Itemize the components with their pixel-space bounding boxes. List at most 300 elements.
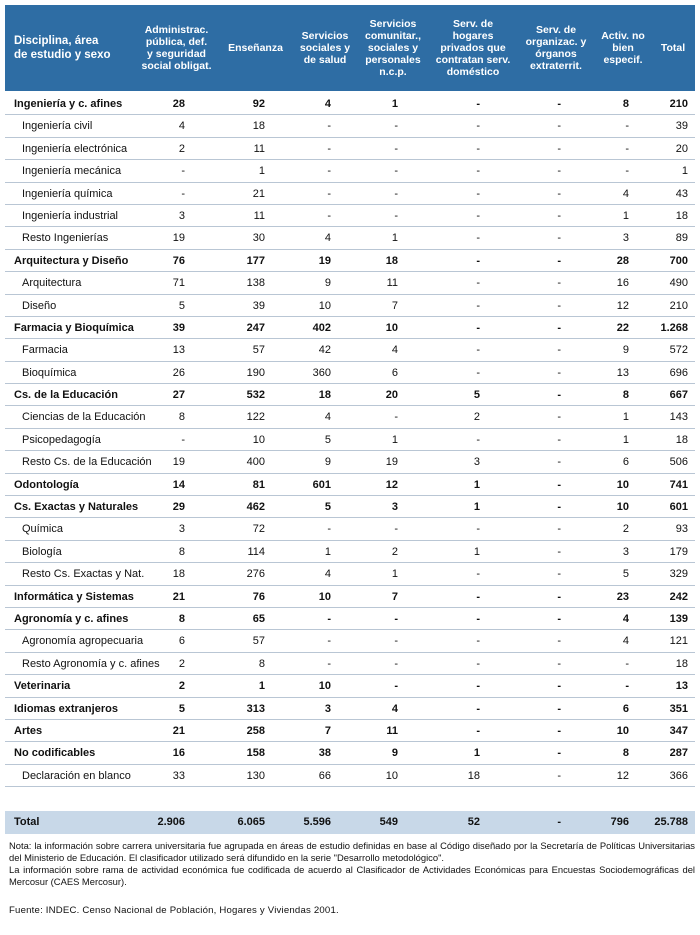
- cell-value: 4: [622, 635, 629, 648]
- cell-value: 39: [675, 120, 688, 133]
- cell-value: 4: [178, 120, 185, 133]
- cell-value: 9: [324, 277, 331, 290]
- row-label: Ingeniería electrónica: [22, 142, 128, 155]
- cell-value: -: [557, 120, 561, 133]
- cell-value: -: [476, 680, 480, 693]
- cell-value: 667: [669, 389, 688, 402]
- table-row: [5, 317, 695, 339]
- cell-value: -: [394, 411, 398, 424]
- cell-value: -: [557, 816, 561, 828]
- cell-value: -: [476, 254, 480, 267]
- cell-value: 601: [312, 478, 331, 491]
- cell-value: -: [557, 299, 561, 312]
- cell-value: 549: [379, 816, 398, 828]
- cell-value: 7: [391, 590, 398, 603]
- cell-value: 190: [246, 366, 265, 379]
- header-servicios-sociales: Servicios sociales y de salud: [299, 30, 351, 66]
- cell-value: 10: [385, 321, 398, 334]
- cell-value: -: [181, 165, 185, 178]
- cell-value: 3: [178, 523, 185, 536]
- note-activity: La información sobre rama de actividad económica fue codificada de acuerdo al Clasificador de Actividades Económicas para Encuestas Sociodemográficas del Mercosur (CAES Mercosur).: [9, 864, 695, 887]
- cell-value: 18: [318, 389, 331, 402]
- cell-value: 13: [172, 344, 185, 357]
- cell-value: -: [625, 142, 629, 155]
- table-row: [5, 406, 695, 428]
- cell-value: 2: [473, 411, 480, 424]
- cell-value: -: [557, 433, 561, 446]
- cell-value: 18: [172, 568, 185, 581]
- cell-value: -: [327, 120, 331, 133]
- cell-value: 4: [324, 232, 331, 245]
- cell-value: -: [327, 209, 331, 222]
- cell-value: 26: [172, 366, 185, 379]
- cell-value: 4: [324, 411, 331, 424]
- table-row: [5, 608, 695, 630]
- cell-value: -: [557, 254, 561, 267]
- cell-value: 2: [178, 142, 185, 155]
- cell-value: 21: [172, 724, 185, 737]
- cell-value: -: [476, 568, 480, 581]
- cell-value: 1: [324, 545, 331, 558]
- cell-value: -: [476, 321, 480, 334]
- row-label: No codificables: [14, 747, 96, 760]
- row-label: Veterinaria: [14, 680, 71, 693]
- cell-value: -: [394, 142, 398, 155]
- cell-value: 10: [616, 724, 629, 737]
- cell-value: 1: [473, 747, 480, 760]
- cell-value: 177: [246, 254, 265, 267]
- cell-value: -: [476, 724, 480, 737]
- cell-value: 10: [385, 769, 398, 782]
- cell-value: -: [394, 165, 398, 178]
- cell-value: 532: [246, 389, 265, 402]
- cell-value: 4: [391, 344, 398, 357]
- row-label: Ciencias de la Educación: [22, 411, 146, 424]
- table-row: [5, 160, 695, 182]
- cell-value: 138: [246, 277, 265, 290]
- cell-value: 29: [172, 501, 185, 514]
- cell-value: 700: [669, 254, 688, 267]
- cell-value: 20: [675, 142, 688, 155]
- cell-value: -: [557, 232, 561, 245]
- cell-value: 72: [252, 523, 265, 536]
- cell-value: 143: [669, 411, 688, 424]
- header-activ: Activ. no bien especif.: [601, 30, 645, 66]
- table-row: [5, 115, 695, 137]
- cell-value: 6: [622, 702, 629, 715]
- cell-value: 490: [669, 277, 688, 290]
- table-row: [5, 675, 695, 697]
- row-label: Resto Agronomía y c. afines: [22, 657, 160, 670]
- cell-value: 18: [675, 433, 688, 446]
- cell-value: 23: [616, 590, 629, 603]
- table-row: [5, 496, 695, 518]
- cell-value: 12: [616, 299, 629, 312]
- row-label: Odontología: [14, 478, 79, 491]
- header-ensenanza: Enseñanza: [228, 42, 283, 54]
- row-label: Arquitectura y Diseño: [14, 254, 129, 267]
- cell-value: 2: [178, 680, 185, 693]
- cell-value: -: [394, 635, 398, 648]
- cell-value: -: [327, 523, 331, 536]
- cell-value: 28: [616, 254, 629, 267]
- row-label: Psicopedagogía: [22, 433, 101, 446]
- cell-value: 42: [318, 344, 331, 357]
- header-total: Total: [660, 42, 686, 54]
- cell-value: -: [557, 277, 561, 290]
- cell-value: 158: [246, 747, 265, 760]
- cell-value: -: [327, 187, 331, 200]
- cell-value: -: [557, 747, 561, 760]
- cell-value: 13: [675, 680, 688, 693]
- cell-value: 11: [253, 142, 265, 155]
- cell-value: 3: [473, 456, 480, 469]
- cell-value: 25.788: [654, 816, 688, 828]
- cell-value: 9: [324, 456, 331, 469]
- cell-value: 18: [467, 769, 480, 782]
- cell-value: 313: [246, 702, 265, 715]
- row-label: Declaración en blanco: [22, 769, 131, 782]
- cell-value: 9: [391, 747, 398, 760]
- cell-value: 741: [669, 478, 688, 491]
- note-classification: Nota: la información sobre carrera universitaria fue agrupada en áreas de estudio definidas en base al Código diseñado por la Secretaría de Políticas Universitarias del Ministerio de Educación. El clasificador utilizado será difundido en la serie "Desarrollo metodológico".: [9, 840, 695, 863]
- cell-value: 258: [246, 724, 265, 737]
- cell-value: -: [557, 209, 561, 222]
- cell-value: 122: [246, 411, 265, 424]
- cell-value: 3: [622, 232, 629, 245]
- cell-value: -: [557, 165, 561, 178]
- cell-value: 2: [622, 523, 629, 536]
- cell-value: -: [557, 523, 561, 536]
- cell-value: 39: [172, 321, 185, 334]
- cell-value: 76: [172, 254, 185, 267]
- cell-value: 329: [669, 568, 688, 581]
- cell-value: -: [557, 98, 561, 110]
- table-row: [5, 384, 695, 406]
- table-row: [5, 541, 695, 563]
- cell-value: 400: [246, 456, 265, 469]
- cell-value: 1.268: [660, 321, 688, 334]
- cell-value: 1: [391, 98, 398, 110]
- cell-value: 92: [252, 98, 265, 110]
- cell-value: 360: [312, 366, 331, 379]
- cell-value: 12: [385, 478, 398, 491]
- cell-value: 351: [669, 702, 688, 715]
- cell-value: -: [327, 612, 331, 625]
- cell-value: 5: [473, 389, 480, 402]
- row-label: Informática y Sistemas: [14, 590, 134, 603]
- cell-value: 3: [622, 545, 629, 558]
- cell-value: 27: [172, 389, 185, 402]
- cell-value: -: [327, 165, 331, 178]
- cell-value: 696: [669, 366, 688, 379]
- row-label: Farmacia: [22, 344, 68, 357]
- cell-value: 21: [252, 187, 265, 200]
- cell-value: 1: [391, 232, 398, 245]
- cell-value: 11: [386, 277, 398, 290]
- cell-value: 13: [616, 366, 629, 379]
- cell-value: 8: [622, 747, 629, 760]
- cell-value: 57: [252, 635, 265, 648]
- cell-value: 121: [669, 635, 688, 648]
- cell-value: -: [625, 165, 629, 178]
- cell-value: -: [557, 590, 561, 603]
- total-row: [5, 811, 695, 834]
- cell-value: 7: [391, 299, 398, 312]
- cell-value: 65: [252, 612, 265, 625]
- row-label: Cs. Exactas y Naturales: [14, 501, 139, 514]
- table-row: [5, 183, 695, 205]
- cell-value: 8: [622, 98, 629, 110]
- cell-value: 5.596: [303, 816, 331, 828]
- cell-value: 19: [385, 456, 398, 469]
- cell-value: 4: [391, 702, 398, 715]
- cell-value: 71: [172, 277, 185, 290]
- table-row: [5, 250, 695, 272]
- cell-value: -: [557, 612, 561, 625]
- cell-value: -: [476, 657, 480, 670]
- cell-value: 7: [324, 724, 331, 737]
- cell-value: 796: [610, 816, 629, 828]
- cell-value: -: [476, 590, 480, 603]
- cell-value: 66: [318, 769, 331, 782]
- cell-value: -: [476, 165, 480, 178]
- cell-value: 93: [675, 523, 688, 536]
- cell-value: 572: [669, 344, 688, 357]
- table-row: [5, 205, 695, 227]
- total-label: Total: [14, 816, 40, 828]
- cell-value: 28: [172, 98, 185, 110]
- table-row: [5, 765, 695, 787]
- cell-value: 38: [318, 747, 331, 760]
- cell-value: 19: [172, 232, 185, 245]
- cell-value: -: [557, 635, 561, 648]
- cell-value: 18: [252, 120, 265, 133]
- table-row: [5, 451, 695, 473]
- cell-value: 10: [318, 590, 331, 603]
- cell-value: 30: [252, 232, 265, 245]
- row-label: Ingeniería industrial: [22, 209, 119, 222]
- cell-value: -: [394, 680, 398, 693]
- cell-value: 8: [178, 612, 185, 625]
- table-row: [5, 563, 695, 585]
- cell-value: 10: [616, 478, 629, 491]
- cell-value: -: [557, 142, 561, 155]
- cell-value: 6: [391, 366, 398, 379]
- cell-value: 1: [391, 433, 398, 446]
- cell-value: -: [625, 120, 629, 133]
- cell-value: 8: [178, 411, 185, 424]
- cell-value: -: [476, 635, 480, 648]
- cell-value: -: [557, 456, 561, 469]
- cell-value: 19: [318, 254, 331, 267]
- cell-value: 4: [324, 98, 331, 110]
- cell-value: -: [476, 120, 480, 133]
- cell-value: 506: [669, 456, 688, 469]
- row-label: Ingeniería civil: [22, 120, 93, 133]
- cell-value: 8: [178, 545, 185, 558]
- cell-value: 81: [252, 478, 265, 491]
- row-label: Ingeniería química: [22, 187, 113, 200]
- cell-value: 1: [622, 411, 629, 424]
- cell-value: 287: [669, 747, 688, 760]
- cell-value: 462: [246, 501, 265, 514]
- row-label: Ingeniería mecánica: [22, 165, 122, 178]
- row-label: Resto Cs. de la Educación: [22, 456, 152, 469]
- cell-value: -: [557, 568, 561, 581]
- cell-value: -: [557, 321, 561, 334]
- cell-value: 1: [473, 501, 480, 514]
- cell-value: -: [476, 142, 480, 155]
- cell-value: -: [327, 635, 331, 648]
- cell-value: 89: [675, 232, 688, 245]
- row-label: Diseño: [22, 299, 57, 312]
- cell-value: 3: [391, 501, 398, 514]
- cell-value: 5: [324, 433, 331, 446]
- cell-value: 16: [616, 277, 629, 290]
- row-label: Ingeniería y c. afines: [14, 98, 123, 110]
- cell-value: -: [394, 209, 398, 222]
- row-label: Biología: [22, 545, 62, 558]
- cell-value: 1: [391, 568, 398, 581]
- cell-value: -: [394, 187, 398, 200]
- cell-value: 10: [318, 299, 331, 312]
- table-row: [5, 295, 695, 317]
- cell-value: 8: [258, 657, 265, 670]
- table-row: [5, 518, 695, 540]
- cell-value: -: [476, 433, 480, 446]
- cell-value: 22: [616, 321, 629, 334]
- source-line: Fuente: INDEC. Censo Nacional de Población, Hogares y Viviendas 2001.: [9, 905, 339, 916]
- cell-value: 1: [622, 209, 629, 222]
- cell-value: 179: [669, 545, 688, 558]
- cell-value: 2: [178, 657, 185, 670]
- cell-value: 57: [252, 344, 265, 357]
- cell-value: 6.065: [237, 816, 265, 828]
- cell-value: 5: [178, 299, 185, 312]
- cell-value: -: [476, 612, 480, 625]
- row-label: Idiomas extranjeros: [14, 702, 118, 715]
- table-row: [5, 474, 695, 496]
- cell-value: -: [476, 523, 480, 536]
- cell-value: -: [557, 187, 561, 200]
- cell-value: 1: [622, 433, 629, 446]
- cell-value: 2.906: [157, 816, 185, 828]
- cell-value: -: [394, 612, 398, 625]
- cell-value: -: [181, 433, 185, 446]
- table-row: [5, 138, 695, 160]
- cell-value: 9: [622, 344, 629, 357]
- cell-value: -: [557, 769, 561, 782]
- cell-value: 210: [669, 299, 688, 312]
- cell-value: 11: [253, 209, 265, 222]
- cell-value: 5: [622, 568, 629, 581]
- cell-value: 6: [622, 456, 629, 469]
- row-label: Resto Cs. Exactas y Nat.: [22, 568, 145, 581]
- cell-value: 247: [246, 321, 265, 334]
- cell-value: -: [394, 523, 398, 536]
- cell-value: 1: [473, 545, 480, 558]
- cell-value: 11: [386, 724, 398, 737]
- header-organizaciones: Serv. de organizac. y órganos extraterrit.: [525, 24, 587, 72]
- cell-value: -: [394, 657, 398, 670]
- cell-value: -: [557, 478, 561, 491]
- cell-value: -: [476, 187, 480, 200]
- cell-value: 5: [178, 702, 185, 715]
- cell-value: 18: [385, 254, 398, 267]
- cell-value: -: [394, 120, 398, 133]
- cell-value: -: [476, 702, 480, 715]
- cell-value: 16: [172, 747, 185, 760]
- cell-value: 12: [616, 769, 629, 782]
- cell-value: 4: [622, 612, 629, 625]
- cell-value: 43: [675, 187, 688, 200]
- table-row: [5, 742, 695, 764]
- cell-value: -: [476, 366, 480, 379]
- cell-value: -: [557, 501, 561, 514]
- cell-value: 4: [622, 187, 629, 200]
- cell-value: 33: [172, 769, 185, 782]
- cell-value: -: [476, 344, 480, 357]
- cell-value: -: [557, 344, 561, 357]
- cell-value: -: [625, 657, 629, 670]
- cell-value: -: [625, 680, 629, 693]
- cell-value: 19: [172, 456, 185, 469]
- table-row: [5, 586, 695, 608]
- cell-value: -: [557, 680, 561, 693]
- cell-value: -: [557, 545, 561, 558]
- table-body: [5, 93, 695, 787]
- cell-value: 14: [172, 478, 185, 491]
- header-servicios-comunitarios: Servicios comunitar., sociales y personales n.c.p.: [364, 18, 421, 78]
- cell-value: -: [476, 299, 480, 312]
- cell-value: 1: [473, 478, 480, 491]
- row-label: Química: [22, 523, 63, 536]
- cell-value: -: [557, 389, 561, 402]
- cell-value: -: [476, 232, 480, 245]
- table-row: [5, 227, 695, 249]
- cell-value: 18: [675, 209, 688, 222]
- row-label: Cs. de la Educación: [14, 389, 118, 402]
- cell-value: 4: [324, 568, 331, 581]
- cell-value: 3: [178, 209, 185, 222]
- cell-value: 366: [669, 769, 688, 782]
- cell-value: 210: [669, 98, 688, 110]
- cell-value: 139: [669, 612, 688, 625]
- table-row: [5, 339, 695, 361]
- cell-value: -: [557, 366, 561, 379]
- row-label: Agronomía y c. afines: [14, 612, 129, 625]
- cell-value: 8: [622, 389, 629, 402]
- cell-value: 10: [616, 501, 629, 514]
- cell-value: -: [476, 277, 480, 290]
- cell-value: 6: [178, 635, 185, 648]
- cell-value: 10: [318, 680, 331, 693]
- cell-value: -: [476, 209, 480, 222]
- cell-value: 347: [669, 724, 688, 737]
- cell-value: 130: [246, 769, 265, 782]
- cell-value: -: [181, 187, 185, 200]
- table-row: [5, 720, 695, 742]
- row-label: Artes: [14, 724, 43, 737]
- cell-value: 76: [252, 590, 265, 603]
- table-row: [5, 429, 695, 451]
- row-label: Arquitectura: [22, 277, 82, 290]
- cell-value: -: [557, 702, 561, 715]
- cell-value: -: [557, 657, 561, 670]
- table-row: [5, 362, 695, 384]
- table-row: [5, 630, 695, 652]
